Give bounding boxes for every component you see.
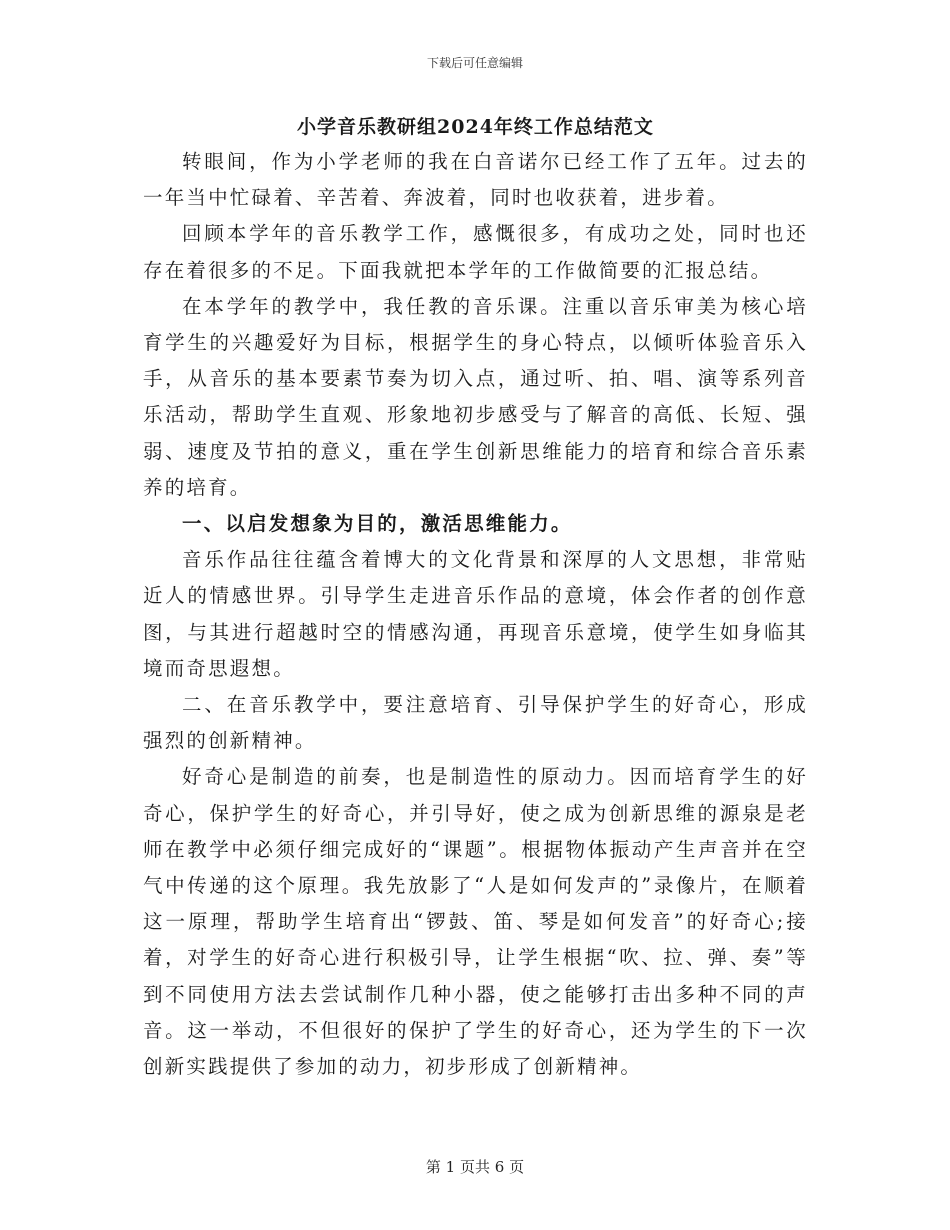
paragraph-curiosity: 好奇心是制造的前奏，也是制造性的原动力。因而培育学生的好奇心，保护学生的好奇心，并引导好，使之成为创新思维的源泉是老师在教学中必须仔细完成好的“课题”。根据物体振动产生声音并在空气中传递的这个原理。我先放影了“人是如何发声的”录像片，在顺着这一原理，帮助学生培育出“锣鼓、笛、琴是如何发音”的好奇心;接着，对学生的好奇心进行积极引导，让学生根据“吹、拉、弹、奏”等到不同使用方法去尝试制作几种小器，使之能够打击出多种不同的声音。这一举动，不但很好的保护了学生的好奇心，还为学生的下一次创新实践提供了参加的动力，初步形成了创新精神。 (143, 765, 808, 1079)
section-heading-2: 二、在音乐教学中，要注意培育、引导保护学生的好奇心，形成强烈的创新精神。 (143, 693, 808, 753)
paragraph-teaching: 在本学年的教学中，我任教的音乐课。注重以音乐审美为核心培育学生的兴趣爱好为目标，根据学生的身心特点，以倾听体验音乐入手，从音乐的基本要素节奏为切入点，通过听、拍、唱、演等系列音乐活动，帮助学生直观、形象地初步感受与了解音的高低、长短、强弱、速度及节拍的意义，重在学生创新思维能力的培育和综合音乐素养的培育。 (143, 294, 808, 499)
document-title: 小学音乐教研组2024年终工作总结范文 (297, 116, 654, 138)
paragraph-imagination: 音乐作品往往蕴含着博大的文化背景和深厚的人文思想，非常贴近人的情感世界。引导学生走进音乐作品的意境，体会作者的创作意图，与其进行超越时空的情感沟通，再现音乐意境，使学生如身临其境而奇思遐想。 (143, 548, 808, 680)
paragraph-intro: 转眼间，作为小学老师的我在白音诺尔已经工作了五年。过去的一年当中忙碌着、辛苦着、奔波着，同时也收获着，进步着。 (143, 150, 808, 210)
paragraph-review: 回顾本学年的音乐教学工作，感慨很多，有成功之处，同时也还存在着很多的不足。下面我就把本学年的工作做简要的汇报总结。 (143, 222, 808, 282)
section-heading-1: 一、以启发想象为目的，激活思维能力。 (182, 512, 573, 536)
page-number: 第 1 页共 6 页 (425, 1158, 525, 1176)
page-header-note: 下载后可任意编辑 (426, 56, 523, 70)
document-body (143, 110, 808, 1085)
